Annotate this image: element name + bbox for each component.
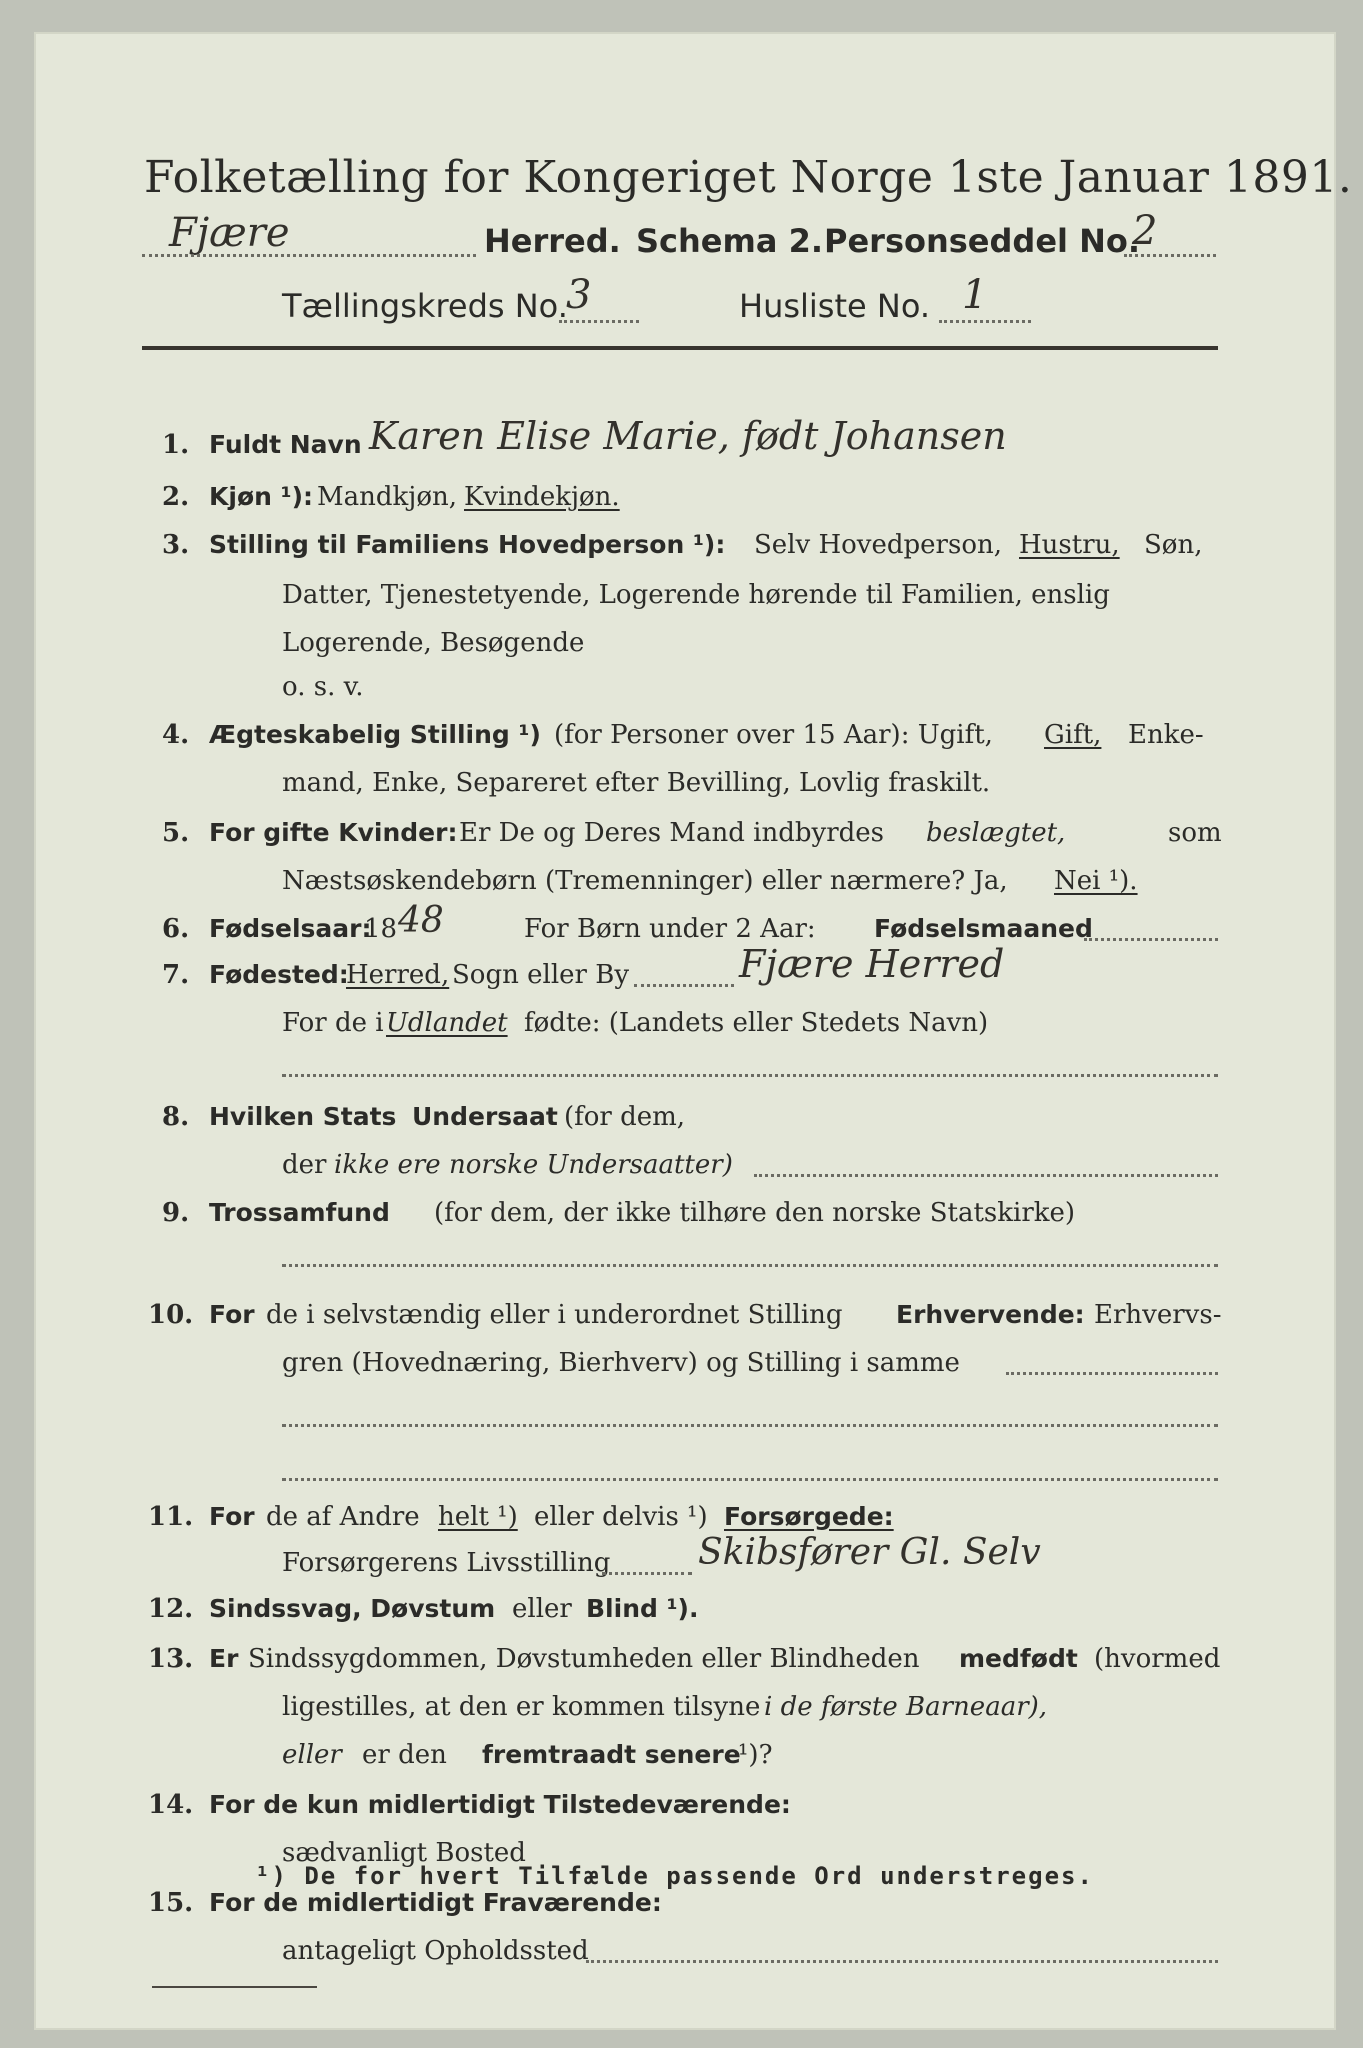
personseddel-label: Personseddel No. [824, 222, 1141, 260]
q8-line2b: ikke ere norske Undersaatter) [334, 1150, 733, 1180]
q5-label: For gifte Kvinder: [209, 818, 458, 847]
q10-line2: gren (Hovednæring, Bierhverv) og Stilling i samme [282, 1348, 960, 1378]
q7-number: 7. [162, 960, 190, 990]
header-rule [142, 346, 1218, 350]
q5-line2: Næstsøskendebørn (Tremenninger) eller nærmere? Ja, [282, 866, 1008, 896]
herred-label: Herred. [484, 222, 621, 260]
q4-number: 4. [162, 720, 190, 750]
taellingskreds-label: Tællingskreds No. [282, 287, 568, 325]
q13-text-a: Sindssygdommen, Døvstumheden eller Blindheden [248, 1644, 920, 1674]
q2-option-a: Mandkjøn, [317, 482, 457, 512]
q13-line3b: er den [362, 1740, 447, 1770]
q13-text-b: (hvormed [1094, 1644, 1221, 1674]
q10-text-b: Erhvervs- [1094, 1300, 1222, 1330]
q2-number: 2. [162, 482, 190, 512]
q13-line3a: eller [282, 1740, 342, 1770]
q6-year-prefix: 18 [364, 914, 398, 944]
q3-option-a: Selv Hovedperson, [754, 530, 1002, 560]
q7-option-herred: Herred, [346, 960, 450, 990]
q11-option-helt: helt ¹) [438, 1502, 518, 1532]
q15-label: For de midlertidigt Fraværende: [209, 1888, 662, 1917]
q4-text-c: Enke- [1128, 720, 1204, 750]
q4-label: Ægteskabelig Stilling ¹) [209, 720, 541, 749]
q13-line3c: fremtraadt senere [482, 1740, 741, 1769]
q3-label: Stilling til Familiens Hovedperson ¹): [209, 530, 726, 559]
q15-number: 15. [148, 1888, 194, 1918]
q13-number: 13. [148, 1644, 194, 1674]
q3-option-c: Søn, [1144, 530, 1203, 560]
q9-text-a: (for dem, der ikke tilhøre den norske Statskirke) [434, 1198, 1076, 1228]
q7-text-b: Sogn eller By [452, 960, 630, 990]
q2-label: Kjøn ¹): [209, 482, 313, 511]
schema-label: Schema 2. [636, 222, 823, 260]
q7-line2b: Udlandet [386, 1008, 508, 1038]
q11-text-a: de af Andre [266, 1502, 420, 1532]
q1-number: 1. [162, 430, 190, 460]
q4-text-a: (for Personer over 15 Aar): Ugift, [554, 720, 993, 750]
q8-label-a: Hvilken Stats [209, 1102, 397, 1131]
q11-line2: Forsørgerens Livsstilling [282, 1548, 611, 1578]
census-form-page [34, 32, 1353, 2030]
q14-number: 14. [148, 1790, 194, 1820]
q12-label2: Blind ¹). [586, 1594, 699, 1623]
q11-text-c: eller delvis ¹) [534, 1502, 708, 1532]
q12-label: Sindssvag, Døvstum [209, 1594, 496, 1623]
q10-number: 10. [148, 1300, 194, 1330]
q5-number: 5. [162, 818, 190, 848]
q7-answer: Fjære Herred [739, 942, 1005, 986]
q3-line3: Logerende, Besøgende [282, 628, 585, 658]
q11-label: For [209, 1502, 255, 1531]
q3-line4: o. s. v. [282, 672, 364, 702]
q3-line2: Datter, Tjenestetyende, Logerende hørende til Familien, enslig [282, 580, 1110, 610]
q6-label2: Fødselsmaaned [874, 914, 1093, 943]
form-title: Folketælling for Kongeriget Norge 1ste Januar 1891. [144, 152, 1353, 203]
q4-option-gift: Gift, [1044, 720, 1102, 750]
q14-label: For de kun midlertidigt Tilstedeværende: [209, 1790, 791, 1819]
personseddel-value: 2 [1132, 208, 1158, 254]
q6-label: Fødselsaar: [209, 914, 372, 943]
q13-line2b: i de første Barneaar), [764, 1692, 1048, 1722]
q5-text-b: beslægtet, [926, 818, 1066, 848]
q7-line2a: For de i [282, 1008, 384, 1038]
q12-text-a: eller [512, 1594, 572, 1624]
q9-label: Trossamfund [209, 1198, 390, 1227]
husliste-value: 1 [962, 272, 988, 318]
q1-label: Fuldt Navn [209, 430, 362, 459]
q5-text-a: Er De og Deres Mand indbyrdes [459, 818, 885, 848]
herred-value: Fjære [169, 210, 290, 256]
q7-label: Fødested: [209, 960, 349, 989]
q13-label: Er [209, 1644, 239, 1673]
q4-line2: mand, Enke, Separeret efter Bevilling, Lovlig fraskilt. [282, 768, 991, 798]
q2-option-b: Kvindekjøn. [464, 482, 620, 512]
taellingskreds-value: 3 [566, 272, 592, 318]
q11-label2: Forsørgede: [724, 1502, 894, 1531]
q6-text-b: For Børn under 2 Aar: [524, 914, 816, 944]
q15-line2: antageligt Opholdssted [282, 1936, 589, 1966]
q14-line2: sædvanligt Bosted [282, 1838, 526, 1868]
q8-line2a: der [282, 1150, 327, 1180]
q10-text-a: de i selvstændig eller i underordnet Stilling [266, 1300, 843, 1330]
q5-text-c: som [1168, 818, 1222, 848]
q12-number: 12. [148, 1594, 194, 1624]
q6-number: 6. [162, 914, 190, 944]
q6-answer: 48 [398, 900, 444, 941]
q11-number: 11. [148, 1502, 194, 1532]
q5-option-nei: Nei ¹). [1054, 866, 1138, 896]
q8-text-a: (for dem, [564, 1102, 686, 1132]
q8-label-b: Undersaat [412, 1102, 558, 1131]
q13-line3d: ¹)? [738, 1740, 773, 1770]
q9-number: 9. [162, 1198, 190, 1228]
q10-label2: Erhvervende: [896, 1300, 1085, 1329]
q7-line2c: fødte: (Landets eller Stedets Navn) [524, 1008, 989, 1038]
q3-number: 3. [162, 530, 190, 560]
q10-label: For [209, 1300, 255, 1329]
husliste-label: Husliste No. [739, 287, 930, 325]
q3-option-b: Hustru, [1019, 530, 1120, 560]
q1-answer: Karen Elise Marie, født Johansen [369, 414, 1007, 458]
q8-number: 8. [162, 1102, 190, 1132]
q13-line2a: ligestilles, at den er kommen tilsyne [282, 1692, 761, 1722]
footnote-rule [152, 1986, 317, 1988]
q11-answer: Skibsfører Gl. Selv [698, 1532, 1041, 1573]
footnote: ¹) De for hvert Tilfælde passende Ord understreges. [255, 1862, 1094, 1890]
q13-label2: medfødt [959, 1644, 1078, 1673]
